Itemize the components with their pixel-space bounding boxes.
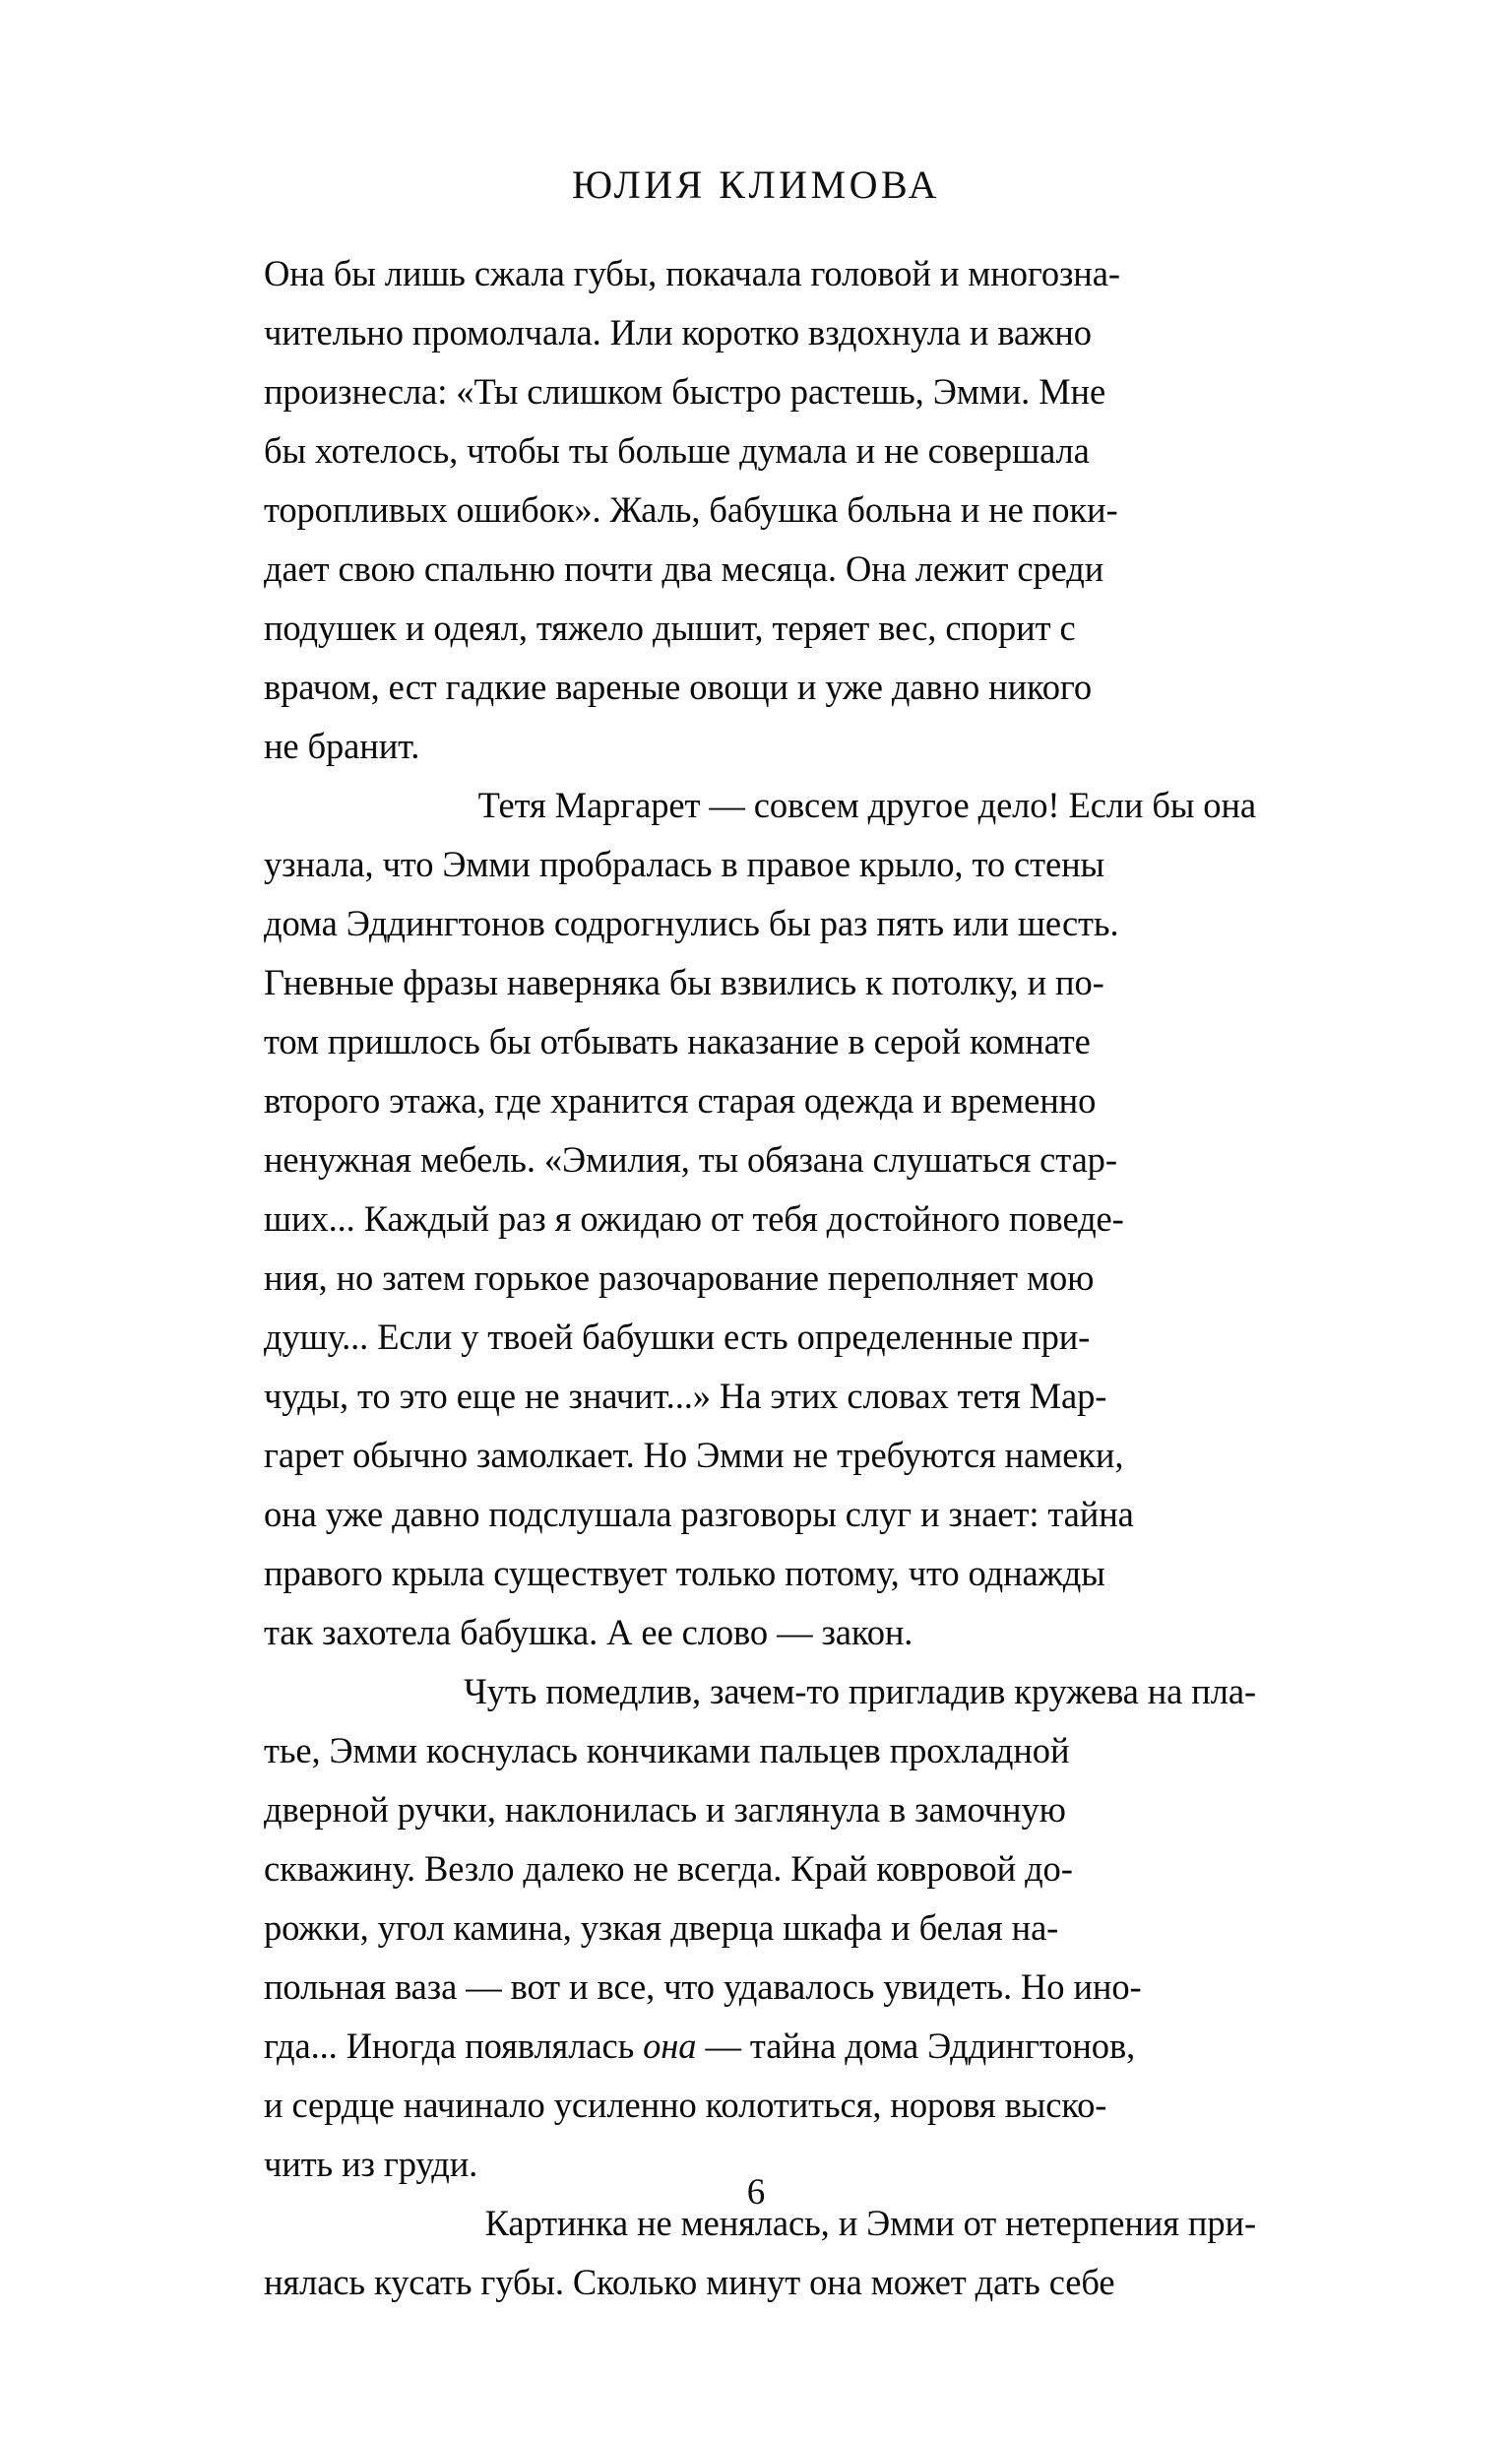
paragraph-2 xyxy=(264,776,1256,1662)
text-line: подушек и одеял, тяжело дышит, теряет вес, спорит с xyxy=(264,608,1076,648)
text-line: врачом, ест гадкие вареные овощи и уже давно никого xyxy=(264,667,1093,707)
text-line: гарет обычно замолкает. Но Эмми не требуются намеки, xyxy=(264,1435,1124,1475)
text-line: душу... Если у твоей бабушки есть определенные при- xyxy=(264,1317,1091,1357)
text-line: Тетя Маргарет — совсем другое дело! Если бы она xyxy=(264,776,1256,835)
running-head: ЮЛИЯ КЛИМОВА xyxy=(571,162,940,207)
text-line: рожки, угол камина, узкая дверца шкафа и белая на- xyxy=(264,1907,1059,1948)
paragraph-1 xyxy=(264,244,1256,776)
text-line: узнала, что Эмми пробралась в правое крыло, то стены xyxy=(264,844,1104,884)
text-line: так захотела бабушка. А ее слово — закон. xyxy=(264,1612,914,1652)
text-line: скважину. Везло далеко не всегда. Край ковровой до- xyxy=(264,1848,1073,1889)
text-line: и сердце начинало усиленно колотиться, норовя выско- xyxy=(264,2085,1107,2125)
text-line: чить из груди. xyxy=(264,2144,478,2184)
text-line: правого крыла существует только потому, что однажды xyxy=(264,1553,1105,1593)
text-line: Чуть помедлив, зачем-то пригладив кружева на пла- xyxy=(264,1662,1256,1721)
text-line: произнесла: «Ты слишком быстро растешь, Эмми. Мне xyxy=(264,371,1106,412)
text-line: бы хотелось, чтобы ты больше думала и не совершала xyxy=(264,430,1090,471)
paragraph-3 xyxy=(264,1662,1256,2194)
text-line: чительно промолчала. Или коротко вздохнула и важно xyxy=(264,312,1092,353)
text-line: гда... Иногда появлялась она — тайна дома Эддингтонов, xyxy=(264,2025,1136,2066)
text-line: не бранит. xyxy=(264,726,420,766)
text-line: дает свою спальню почти два месяца. Она лежит среди xyxy=(264,548,1104,589)
text-line: второго этажа, где хранится старая одежда и временно xyxy=(264,1080,1097,1121)
text-line: Гневные фразы наверняка бы взвились к потолку, и по- xyxy=(264,962,1104,1002)
emphasised-word: она xyxy=(643,2025,697,2066)
text-line: Картинка не менялась, и Эмми от нетерпения при- xyxy=(264,2194,1256,2253)
text-line: она уже давно подслушала разговоры слуг и знает: тайна xyxy=(264,1494,1134,1534)
text-line: дома Эддингтонов содрогнулись бы раз пять или шесть. xyxy=(264,903,1119,943)
text-line: чуды, то это еще не значит...» На этих словах тетя Мар- xyxy=(264,1376,1107,1416)
body-text xyxy=(264,244,1256,2312)
text-line: нялась кусать губы. Сколько минут она может дать себе xyxy=(264,2262,1115,2302)
text-line: тье, Эмми коснулась кончиками пальцев прохладной xyxy=(264,1730,1070,1770)
text-line: том пришлось бы отбывать наказание в серой комнате xyxy=(264,1021,1091,1061)
text-line: ненужная мебель. «Эмилия, ты обязана слушаться стар- xyxy=(264,1139,1117,1180)
first-line-indent xyxy=(264,1662,317,1721)
text-line: торопливых ошибок». Жаль, бабушка больна и не поки- xyxy=(264,489,1118,530)
text-line: ния, но затем горькое разочарование переполняет мою xyxy=(264,1257,1095,1298)
page-number: 6 xyxy=(746,2172,766,2213)
text-line: дверной ручки, наклонилась и заглянула в замочную xyxy=(264,1789,1066,1830)
text-line: польная ваза — вот и все, что удавалось увидеть. Но ино- xyxy=(264,1966,1142,2007)
text-line: ших... Каждый раз я ожидаю от тебя достойного поведе- xyxy=(264,1198,1124,1239)
first-line-indent xyxy=(264,776,317,835)
text-line: Она бы лишь сжала губы, покачала головой и многозна- xyxy=(264,253,1120,293)
